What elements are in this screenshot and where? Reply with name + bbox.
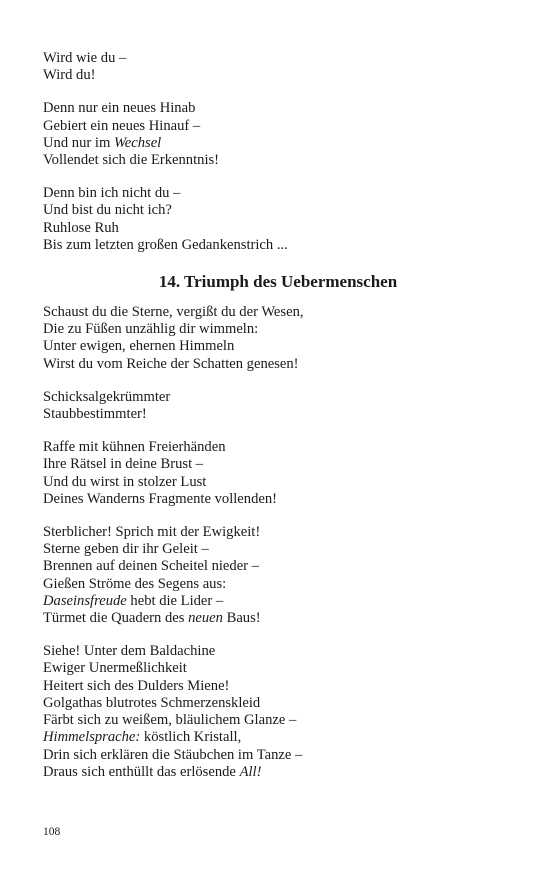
verse-line: [43, 185, 513, 202]
verse-line: [43, 338, 513, 355]
verse-line: [43, 202, 513, 219]
verse-line: [43, 660, 513, 677]
text-segment: Ruhlose Ruh: [43, 219, 119, 236]
verse-line: [43, 576, 513, 593]
text-segment: Bis zum letzten großen Gedankenstrich ...: [43, 236, 288, 253]
verse-line: [43, 100, 513, 117]
verse-line: [43, 541, 513, 558]
verse-line: [43, 593, 513, 610]
text-segment: Gebiert ein neues Hinauf –: [43, 117, 201, 134]
verse-line: [43, 135, 513, 152]
text-segment: Baus!: [222, 610, 261, 627]
stanza: [43, 185, 513, 254]
verse-line: [43, 356, 513, 373]
text-segment: Und nur im: [43, 134, 114, 151]
verse-line: [43, 220, 513, 237]
text-segment: hebt die Lider –: [126, 592, 224, 609]
text-segment: Wird wie du –: [43, 50, 127, 66]
text-segment: Vollendet sich die Erkenntnis!: [43, 152, 220, 169]
stanza: [43, 524, 513, 627]
text-segment: Heitert sich des Dulders Miene!: [43, 677, 230, 694]
poem-continuation: [43, 50, 513, 254]
verse-line: [43, 729, 513, 746]
text-segment: Gießen Ströme des Segens aus:: [43, 575, 227, 592]
text-segment: Golgathas blutrotes Schmerzenskleid: [43, 694, 261, 711]
text-segment: Sterblicher! Sprich mit der Ewigkeit!: [43, 524, 261, 541]
poem-body: [43, 304, 513, 781]
text-segment: Türmet die Quadern des: [43, 610, 189, 627]
text-segment: Und du wirst in stolzer Lust: [43, 473, 207, 490]
italic-text: neuen: [188, 610, 223, 627]
verse-line: [43, 321, 513, 338]
text-segment: Staubbestimmter!: [43, 406, 147, 423]
text-segment: Deines Wanderns Fragmente vollenden!: [43, 490, 278, 507]
verse-line: [43, 764, 513, 781]
verse-line: [43, 152, 513, 169]
text-segment: Schicksalgekrümmter: [43, 388, 171, 405]
italic-text: All!: [239, 763, 262, 780]
stanza: [43, 50, 513, 84]
verse-line: [43, 118, 513, 135]
page-number: 108: [43, 826, 61, 838]
stanza: [43, 643, 513, 781]
text-segment: Wirst du vom Reiche der Schatten genesen!: [43, 355, 299, 372]
text-segment: Ihre Rätsel in deine Brust –: [43, 456, 204, 473]
text-segment: Brennen auf deinen Scheitel nieder –: [43, 558, 259, 575]
text-segment: Raffe mit kühnen Freierhänden: [43, 439, 226, 456]
verse-line: [43, 678, 513, 695]
verse-line: [43, 439, 513, 456]
text-segment: Ewiger Unermeßlichkeit: [43, 660, 187, 677]
stanza: [43, 439, 513, 508]
verse-line: [43, 610, 513, 627]
verse-line: [43, 237, 513, 254]
stanza: [43, 100, 513, 169]
verse-line: [43, 67, 513, 84]
verse-line: [43, 389, 513, 406]
text-segment: Denn nur ein neues Hinab: [43, 100, 196, 117]
verse-line: [43, 712, 513, 729]
text-segment: Und bist du nicht ich?: [43, 202, 172, 219]
text-segment: Schaust du die Sterne, vergißt du der Wesen,: [43, 304, 304, 321]
italic-text: Himmelsprache:: [43, 729, 141, 746]
verse-line: [43, 524, 513, 541]
text-segment: Unter ewigen, ehernen Himmeln: [43, 338, 235, 355]
verse-line: [43, 474, 513, 491]
verse-line: [43, 456, 513, 473]
text-segment: Sterne geben dir ihr Geleit –: [43, 541, 209, 558]
verse-line: [43, 643, 513, 660]
italic-text: Wechsel: [113, 134, 162, 151]
text-segment: Die zu Füßen unzählig dir wimmeln:: [43, 321, 259, 338]
text-segment: köstlich Kristall,: [140, 729, 242, 746]
text-segment: Wird du!: [43, 67, 96, 84]
stanza: [43, 304, 513, 373]
verse-line: [43, 304, 513, 321]
verse-line: [43, 747, 513, 764]
stanza: [43, 389, 513, 423]
verse-line: [43, 50, 513, 67]
text-segment: Siehe! Unter dem Baldachine: [43, 643, 216, 660]
verse-line: [43, 695, 513, 712]
text-segment: Draus sich enthüllt das erlösende: [43, 763, 240, 780]
text-segment: Färbt sich zu weißem, bläulichem Glanze –: [43, 712, 297, 729]
text-segment: Drin sich erklären die Stäubchen im Tanze –: [43, 746, 303, 763]
verse-line: [43, 491, 513, 508]
verse-line: [43, 406, 513, 423]
italic-text: Daseinsfreude: [43, 592, 127, 609]
verse-line: [43, 558, 513, 575]
book-page: [43, 50, 513, 797]
text-segment: Denn bin ich nicht du –: [43, 185, 181, 202]
section-heading: 14. Triumph des Uebermenschen: [158, 272, 398, 292]
